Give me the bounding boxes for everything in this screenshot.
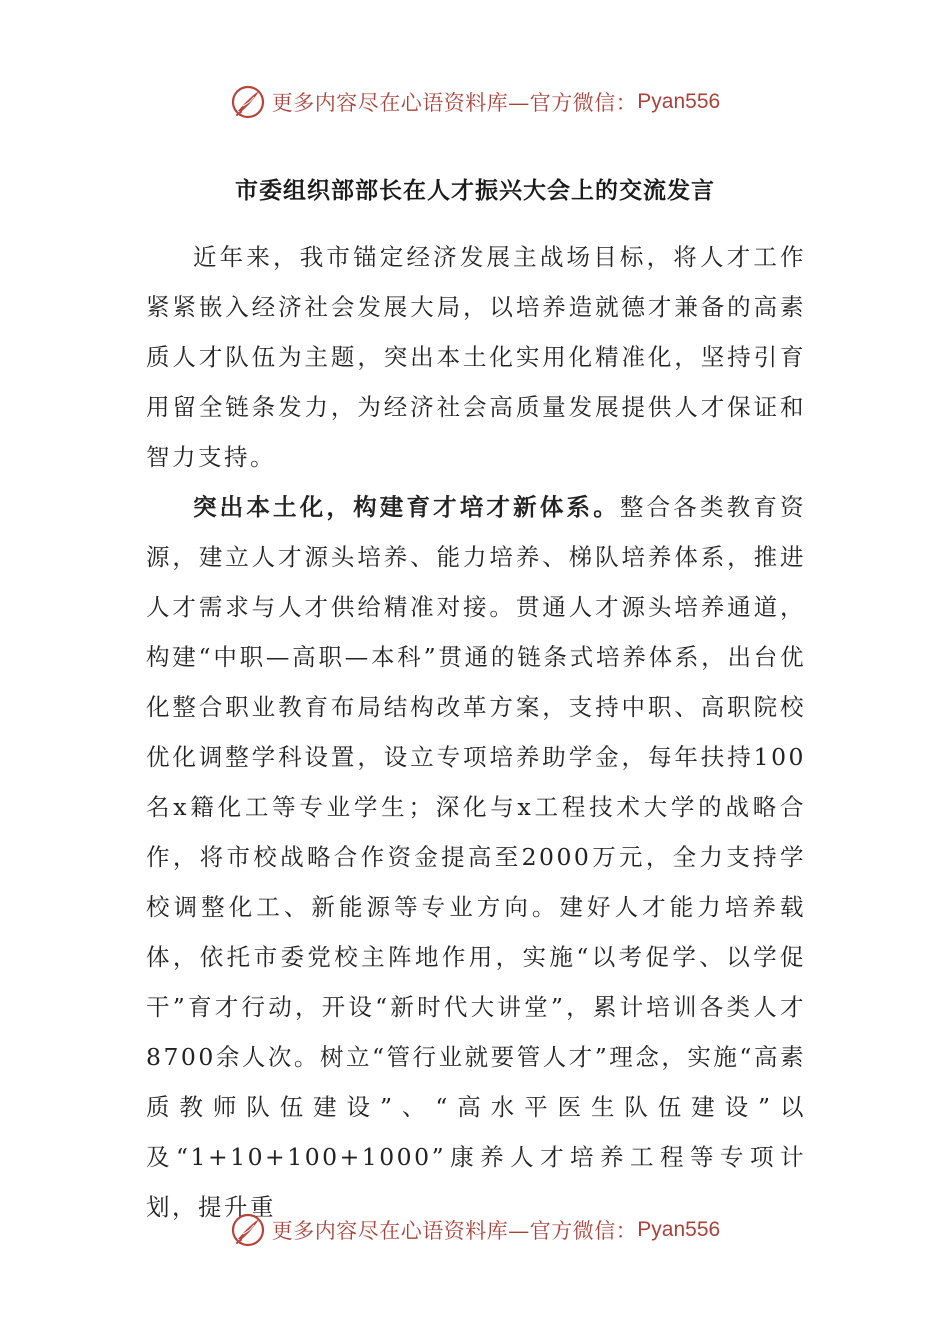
document-title: 市委组织部部长在人才振兴大会上的交流发言 [235,177,715,204]
paragraph-intro: 近年来，我市锚定经济发展主战场目标，将人才工作紧紧嵌入经济社会发展大局，以培养造就德才兼备的高素质人才队伍为主题，突出本土化实用化精准化，坚持引育用留全链条发力，为经济社会高质量发展提供人才保证和智力支持。 [146,243,806,471]
paragraph-section-1 [146,482,806,1232]
watermark-label: 更多内容尽在心语资料库—官方微信： [271,91,638,115]
watermark-wechat-id: Pyan556 [637,1218,721,1241]
quill-pen-logo-icon [230,84,266,120]
footer-watermark [0,1210,950,1250]
header-watermark [0,82,950,122]
document-body [146,232,806,1232]
watermark-label: 更多内容尽在心语资料库—官方微信： [271,1219,638,1243]
section-body: 整合各类教育资源，建立人才源头培养、能力培养、梯队培养体系，推进人才需求与人才供给精准对接。贯通人才源头培养通道，构建“中职—高职—本科”贯通的链条式培养体系，出台优化整合职业教育布局结构改革方案，支持中职、高职院校优化调整学科设置，设立专项培养助学金，每年扶持100名x籍化工等专业学生；深化与x工程技术大学的战略合作，将市校战略合作资金提高至2000万元，全力支持学校调整化工、新能源等专业方向。建好人才能力培养载体，依托市委党校主阵地作用，实施“以考促学、以学促干”育才行动，开设“新时代大讲堂”，累计培训各类人才8700余人次。树立“管行业就要管人才”理念，实施“高素质教师队伍建设”、“高水平医生队伍建设”以及“1+10+100+1000”康养人才培养工程等专项计划，提升重 [146,493,807,1221]
section-heading: 突出本土化，构建育才培才新体系。 [193,493,620,521]
watermark-wechat-id: Pyan556 [637,90,721,113]
quill-pen-logo-icon [230,1212,266,1248]
